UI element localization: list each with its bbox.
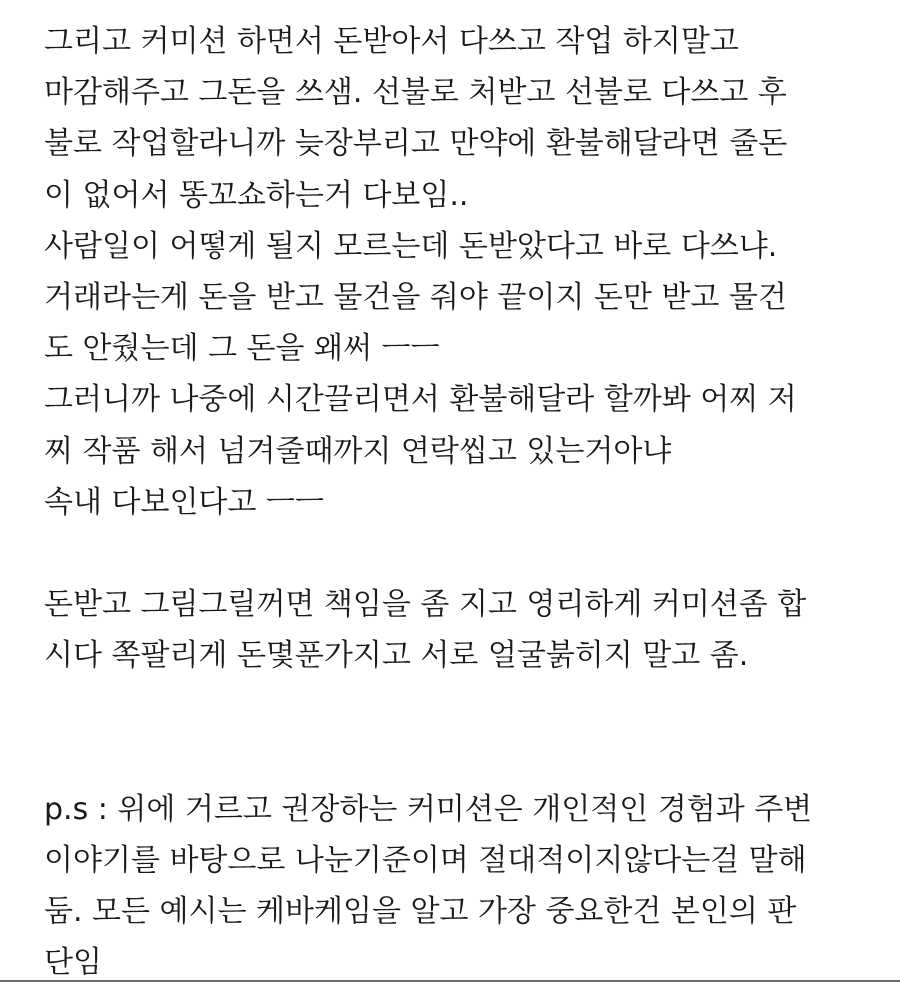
text-line: 마감해주고 그돈을 쓰샘. 선불로 처받고 선불로 다쓰고 후 (44, 75, 787, 111)
post-body (44, 16, 884, 989)
text-line: 이야기를 바탕으로 나눈기준이며 절대적이지않다는걸 말해 (44, 843, 807, 878)
text-line: 돈받고 그림그릴꺼면 책임을 좀 지고 영리하게 커미션좀 합 (44, 587, 807, 623)
text-line: 시다 쪽팔리게 돈몇푼가지고 서로 얼굴붉히지 말고 좀. (44, 638, 749, 674)
paragraph-spacer (44, 681, 884, 732)
text-line: 사람일이 어떻게 될지 모르는데 돈받았다고 바로 다쓰냐. (44, 228, 778, 264)
text-line: 속내 다보인다고 ㅡㅡ (44, 484, 324, 520)
text-line: 찌 작품 해서 넘겨줄때까지 연락씹고 있는거아냐 (44, 433, 672, 469)
text-line: p.s : 위에 거르고 권장하는 커미션은 개인적인 경험과 주변 (44, 791, 813, 827)
text-line: 그러니까 나중에 시간끌리면서 환불해달라 할까봐 어찌 저 (44, 382, 797, 418)
text-line: 도 안줬는데 그 돈을 왜써 ㅡㅡ (44, 331, 440, 367)
paragraph-spacer (44, 528, 884, 579)
text-line: 둠. 모든 예시는 케바케임을 알고 가장 중요한건 본인의 판 (44, 894, 797, 930)
text-line: 단임 (44, 945, 102, 981)
paragraph-spacer (44, 733, 884, 784)
text-line: 이 없어서 똥꼬쇼하는거 다보임.. (44, 177, 469, 213)
text-line: 거래라는게 돈을 받고 물건을 줘야 끝이지 돈만 받고 물건 (44, 279, 787, 315)
text-line: 불로 작업할라니까 늦장부리고 만약에 환불해달라면 줄돈 (44, 126, 788, 162)
text-line: 그리고 커미션 하면서 돈받아서 다쓰고 작업 하지말고 (44, 24, 739, 59)
